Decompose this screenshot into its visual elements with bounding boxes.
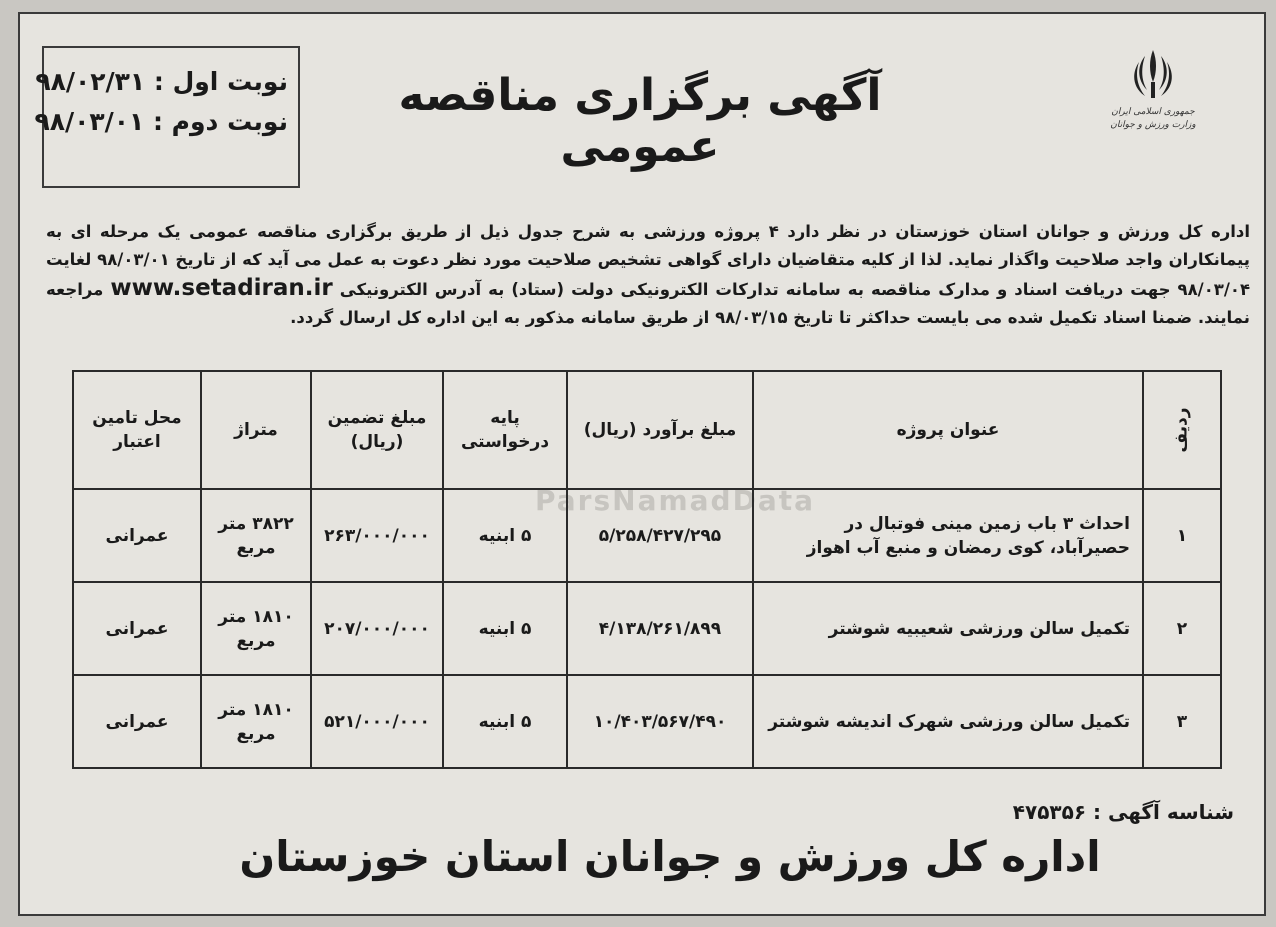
table-row bbox=[73, 675, 1221, 768]
cell-estimate: ۵/۲۵۸/۴۲۷/۲۹۵ bbox=[567, 489, 753, 582]
issuer-name: اداره کل ورزش و جوانان استان خوزستان bbox=[239, 832, 1101, 881]
cell-grade: ۵ ابنیه bbox=[443, 582, 567, 675]
cell-estimate: ۴/۱۳۸/۲۶۱/۸۹۹ bbox=[567, 582, 753, 675]
header-estimate: مبلغ برآورد (ریال) bbox=[567, 371, 753, 489]
cell-row-number: ۲ bbox=[1143, 582, 1221, 675]
ministry-emblem bbox=[1098, 46, 1208, 156]
cell-project-title: تکمیل سالن ورزشی شهرک اندیشه شوشتر bbox=[753, 675, 1143, 768]
cell-funding: عمرانی bbox=[73, 489, 201, 582]
cell-area: ۱۸۱۰ متر مربع bbox=[201, 582, 311, 675]
iran-emblem-icon bbox=[1131, 46, 1175, 102]
second-round-date: نوبت دوم : ۹۸/۰۳/۰۱ bbox=[34, 107, 288, 136]
cell-deposit: ۵۲۱/۰۰۰/۰۰۰ bbox=[311, 675, 443, 768]
table-header-row bbox=[73, 371, 1221, 489]
projects-table bbox=[72, 370, 1222, 769]
cell-row-number: ۱ bbox=[1143, 489, 1221, 582]
header-row-number: ردیف bbox=[1143, 371, 1221, 489]
publication-dates-box bbox=[34, 46, 300, 188]
cell-estimate: ۱۰/۴۰۳/۵۶۷/۴۹۰ bbox=[567, 675, 753, 768]
cell-grade: ۵ ابنیه bbox=[443, 675, 567, 768]
cell-funding: عمرانی bbox=[73, 675, 201, 768]
table-row bbox=[73, 489, 1221, 582]
cell-funding: عمرانی bbox=[73, 582, 201, 675]
tender-notice bbox=[18, 12, 1266, 916]
cell-deposit: ۲۶۳/۰۰۰/۰۰۰ bbox=[311, 489, 443, 582]
notice-title: آگهی برگزاری مناقصه عمومی bbox=[398, 70, 882, 172]
header-funding: محل تامین اعتبار bbox=[73, 371, 201, 489]
cell-project-title: تکمیل سالن ورزشی شعیبیه شوشتر bbox=[753, 582, 1143, 675]
intro-paragraph bbox=[46, 218, 1250, 332]
cell-deposit: ۲۰۷/۰۰۰/۰۰۰ bbox=[311, 582, 443, 675]
first-round-date: نوبت اول : ۹۸/۰۲/۳۱ bbox=[35, 67, 288, 96]
intro-text-part1: اداره کل ورزش و جوانان استان خوزستان در نظر دارد ۴ پروژه ورزشی به شرح جدول ذیل از طریق برگزاری مناقصه عمومی یک مرحله ای به پیمانکاران واجد صلاحیت واگذار نماید. لذا از کلیه متقاضیان دارای گواهی تشخیص صلاحیت مورد نظر دعوت به عمل می آید که از تاریخ ۹۸/۰۳/۰۱ لغایت ۹۸/۰۳/۰۴ جهت دریافت اسناد و مدارک مناقصه به سامانه تدارکات الکترونیکی دولت (ستاد) به آدرس الکترونیکی bbox=[46, 222, 1251, 299]
ad-identifier: شناسه آگهی : ۴۷۵۳۵۶ bbox=[1012, 800, 1234, 824]
emblem-caption: جمهوری اسلامی ایران وزارت ورزش و جوانان bbox=[1110, 107, 1196, 130]
header-area: متراژ bbox=[201, 371, 311, 489]
cell-grade: ۵ ابنیه bbox=[443, 489, 567, 582]
header-grade: پایه درخواستی bbox=[443, 371, 567, 489]
header-project-title: عنوان پروژه bbox=[753, 371, 1143, 489]
header-deposit: مبلغ تضمین (ریال) bbox=[311, 371, 443, 489]
watermark: ParsNamadData bbox=[535, 484, 815, 517]
cell-project-title: احداث ۳ باب زمین مینی فوتبال در حصیرآباد، کوی رمضان و منبع آب اهواز bbox=[753, 489, 1143, 582]
intro-text-part2: مراجعه نمایند. ضمنا اسناد تکمیل شده می بایست حداکثر تا تاریخ ۹۸/۰۳/۱۵ از طریق سامانه مذکور به این اداره کل ارسال گردد. bbox=[46, 280, 1250, 327]
setad-url: www.setadiran.ir bbox=[110, 275, 333, 301]
table-row bbox=[73, 582, 1221, 675]
cell-area: ۱۸۱۰ متر مربع bbox=[201, 675, 311, 768]
cell-area: ۳۸۲۲ متر مربع bbox=[201, 489, 311, 582]
cell-row-number: ۳ bbox=[1143, 675, 1221, 768]
